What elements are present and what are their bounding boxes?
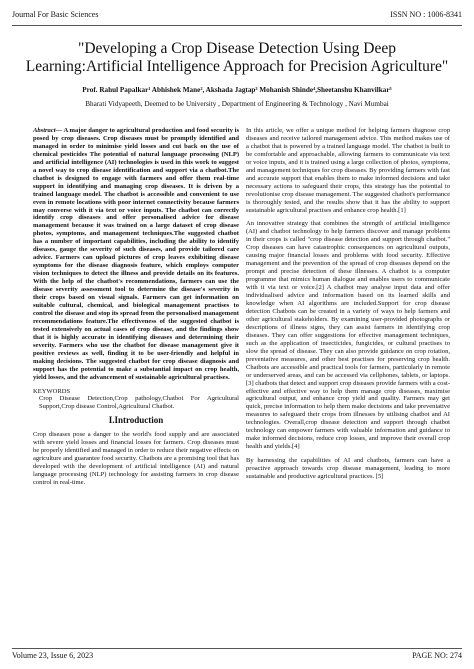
running-footer bbox=[12, 651, 462, 663]
page-number: PAGE NO: 274 bbox=[412, 651, 462, 660]
keywords-label: KEYWORDS bbox=[33, 387, 71, 395]
affiliation: Bharati Vidyapeeth, Deemed to be University , Department of Engineering & Technology , Navi Mumbai bbox=[85, 100, 389, 108]
body-paragraph: In this article, we offer a unique method for helping farmers diagnose crop diseases and receive tailored management advice. This method makes use of a chatbot that is powered by a trained language model. The chatbot is built to be comfortable and approachable, allowing farmers to communicate via text or voice inputs, and it is trained using a large collection of photos, symptoms, and management techniques for crop diseases. By providing farmers with fast and accurate support that enables them to make informed decisions and take necessary actions to safeguard their crops, this strategy has the potential to revolutionise crop disease management. The suggested chatbot's performance is thoroughly tested, and the results show that it has the ability to support sustainable agricultural practises and enhance crop health.[1] bbox=[246, 127, 450, 214]
header-rule bbox=[12, 25, 462, 26]
abstract-label: Abstract— bbox=[33, 127, 63, 134]
keywords-text: Crop Disease Detection,Crop pathology,Chatbot For Agricultural Support,Crop disease Control,Agricultural Chatbot. bbox=[39, 395, 239, 411]
issn: ISSN NO : 1006-8341 bbox=[390, 10, 462, 19]
body-paragraph: An innovative strategy that combines the strength of artificial intelligence (AI) and chatbot technology to help farmers discover and manage problems in their crops is called "crop disease detection and support through chatbot." Crop diseases can have catastrophic consequences on agricultural outputs, causing major financial losses and problems with food security. Effective management and the prevention of the spread of crop diseases depend on the prompt and precise detection of these illnesses. A chatbot is a computer programme that mimics human dialogue and enables users to communicate with it via text or voice.[2] A chatbot may analyse input data and offer individualised advice and information based on its learned skills and knowledge when AI algorithms are included.Support for crop disease detection Chatbots can be created in a variety of ways to help farmers and other agricultural stakeholders. By examining user-provided photographs or descriptions of illness signs, they can assist farmers in identifying crop diseases. They can offer suggestions for effective management techniques, such as the application of insecticides, fungicides, or cultural practises to slow the spread of disease. They can also provide guidance on crop rotation, preventative measures, and other best practises for preserving crop health. Chatbots are accessible and practical tools for farmers, particularly in remote or underserved areas, and can be accessed via cellphones, tablets, or laptops.[3] chatbots that detect and support crop diseases provide farmers with a cost-effective and effective way to help them manage crop diseases, maximise agricultural output, and enhance crop yield and quality. Farmers may get quick, precise information to help them make decisions and take preventative measures to safeguard their crops from illnesses by utilising chatbot and AI technologies. Overall,crop disease detection and support through chatbot technology can empower farmers with valuable information and guidance to make informed decisions, reduce crop losses, and improve their overall crop health and yields.[4] bbox=[246, 220, 450, 451]
footer-rule bbox=[12, 648, 462, 649]
running-header bbox=[12, 10, 462, 22]
body-paragraph: By harnessing the capabilities of AI and chatbots, farmers can have a proactive approach towards crop disease management, leading to more sustainable and productive agricultural practices. [5] bbox=[246, 457, 450, 481]
left-column bbox=[33, 127, 239, 493]
paper-title: "Developing a Crop Disease Detection Using Deep Learning:Artificial Intelligence Approach for Precision Agriculture" bbox=[25, 40, 449, 75]
volume-issue: Volume 23, Issue 6, 2023 bbox=[12, 651, 94, 660]
section-heading-introduction: I.Introduction bbox=[108, 415, 164, 426]
right-column bbox=[246, 127, 450, 487]
journal-name: Journal For Basic Sciences bbox=[12, 10, 99, 19]
intro-paragraph: Crop diseases pose a danger to the world's food supply and are associated with severe yield losses and financial losses for farmers. Crop diseases must be properly identified and managed in order to reduce their negative effects on agriculture and guarantee food security. Chatbots are a promising tool that has developed with the development of artificial intelligence (AI) and natural language processing (NLP) technology for assisting farmers in crop disease control in real-time. bbox=[33, 431, 239, 487]
abstract-text: A major danger to agricultural production and food security is posed by crop diseases. Crop diseases must be promptly identified and managed in order to minimise yield losses and cut back on the use of chemical pesticides The potential of natural language processing (NLP) and artificial intelligence (AI) technologies is used in this work to suggest a novel way to crop disease identification and support via a chatbot.The chatbot is designed to engage with farmers and offer them real-time support in identifying and managing crop diseases. It is driven by a trained language model. The chatbot is accessible and convenient to use even in remote locations with poor internet connectivity because farmers may converse with it via text or voice inputs. The chatbot can correctly identify crop diseases and offer personalised advice for disease management because it was trained on a large dataset of crop disease photos, symptoms, and management techniques.The suggested chatbot has a number of important capabilities, including the ability to identify diseases, gauge the severity of such diseases, and provide tailored care advice. Farmers can upload pictures of crop leaves exhibiting disease symptoms for the disease diagnosis feature, which employs computer vision techniques to detect the illness and provide details on its features. With the help of the chatbot's recommendations, farmers can use the disease severity assessment tool to determine the disease's severity in their crops based on visual signals. Farmers can get information on suitable cultural, chemical, and biological management practises to control the disease and stop its spread from the personalised management recommendations feature.The effectiveness of the suggested chatbot is tested extensively on actual cases of crop disease, and the findings show that it is highly accurate in identifying diseases and determining their severity. Farmers who use the chatbot for disease management give it positive reviews as well, finding it to be user-friendly and helpful in making decisions. The suggested chatbot for crop disease diagnosis and support has the potential to make a substantial impact on crop health, yield losses, and the advancement of sustainable agricultural practises. bbox=[33, 127, 239, 381]
abstract bbox=[33, 127, 239, 382]
author-list: Prof. Rahul Papalkar¹ Abhishek Mane², Akshada Jagtap³ Mohanish Shinde⁴,Sheetanshu Khanvilkar⁵ bbox=[82, 86, 392, 94]
